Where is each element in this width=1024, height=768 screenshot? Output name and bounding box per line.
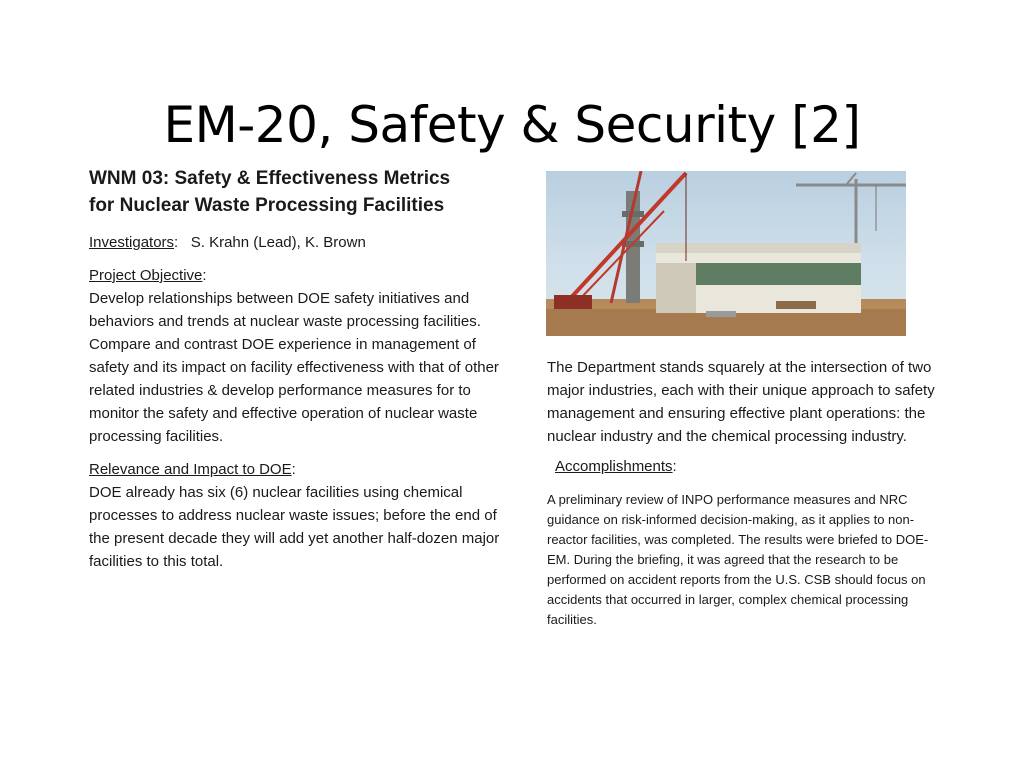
- objective-label: Project Objective: [89, 267, 203, 284]
- relevance-colon: :: [291, 461, 296, 478]
- relevance-section: [89, 458, 504, 573]
- accomplishments-label: Accomplishments: [555, 458, 673, 475]
- investigators-row: [89, 231, 504, 254]
- project-title: [89, 165, 504, 219]
- project-summary: [89, 165, 504, 573]
- department-text: The Department stands squarely at the intersection of two major industries, each with their unique approach to safety management and ensuring effective plant operations: the nuclear industry and the chemical processing industry.: [547, 359, 935, 445]
- rubble-pile: [776, 301, 816, 309]
- relevance-text: DOE already has six (6) nuclear facilities using chemical processes to address nuclear waste issues; before the end of the present decade they will add yet another half-dozen major facilities to this total.: [89, 484, 500, 570]
- construction-photo: [546, 171, 906, 336]
- accomplishments-text: A preliminary review of INPO performance measures and NRC guidance on risk-informed decision-making, as it applies to non-reactor facilities, was completed. The results were briefed to DOE-EM. During the briefing, it was agreed that the research to be performed on accident reports from the U.S. CSB should focus on accidents that occurred in larger, complex chemical processing facilities.: [547, 492, 929, 627]
- objective-colon: :: [202, 267, 207, 284]
- project-title-line-2: for Nuclear Waste Processing Facilities: [89, 195, 445, 216]
- investigators-label: Investigators: [89, 234, 175, 251]
- project-title-line-1: WNM 03: Safety & Effectiveness Metrics: [89, 168, 451, 189]
- objective-section: [89, 264, 504, 448]
- investigators-value: S. Krahn (Lead), K. Brown: [190, 234, 366, 251]
- construction-scene-image: [546, 171, 906, 336]
- objective-text: Develop relationships between DOE safety initiatives and behaviors and trends at nuclear waste processing facilities. Compare and contrast DOE experience in management of safety and its impact on facility effectiveness with that of other related industries & develop performance measures for to monitor the safety and effective operation of nuclear waste processing facilities.: [89, 290, 499, 445]
- red-crane-base: [554, 295, 592, 309]
- building-side: [656, 263, 696, 313]
- relevance-label: Relevance and Impact to DOE: [89, 461, 292, 478]
- accomplishments-heading: [555, 456, 947, 478]
- investigators-colon: :: [174, 234, 179, 251]
- equipment: [706, 311, 736, 317]
- context-column: [547, 356, 947, 630]
- accomplishments-colon: :: [672, 458, 677, 475]
- building-parapet: [656, 243, 861, 253]
- building-stripe: [696, 263, 861, 285]
- slide-title: EM-20, Safety & Security [2]: [163, 95, 861, 154]
